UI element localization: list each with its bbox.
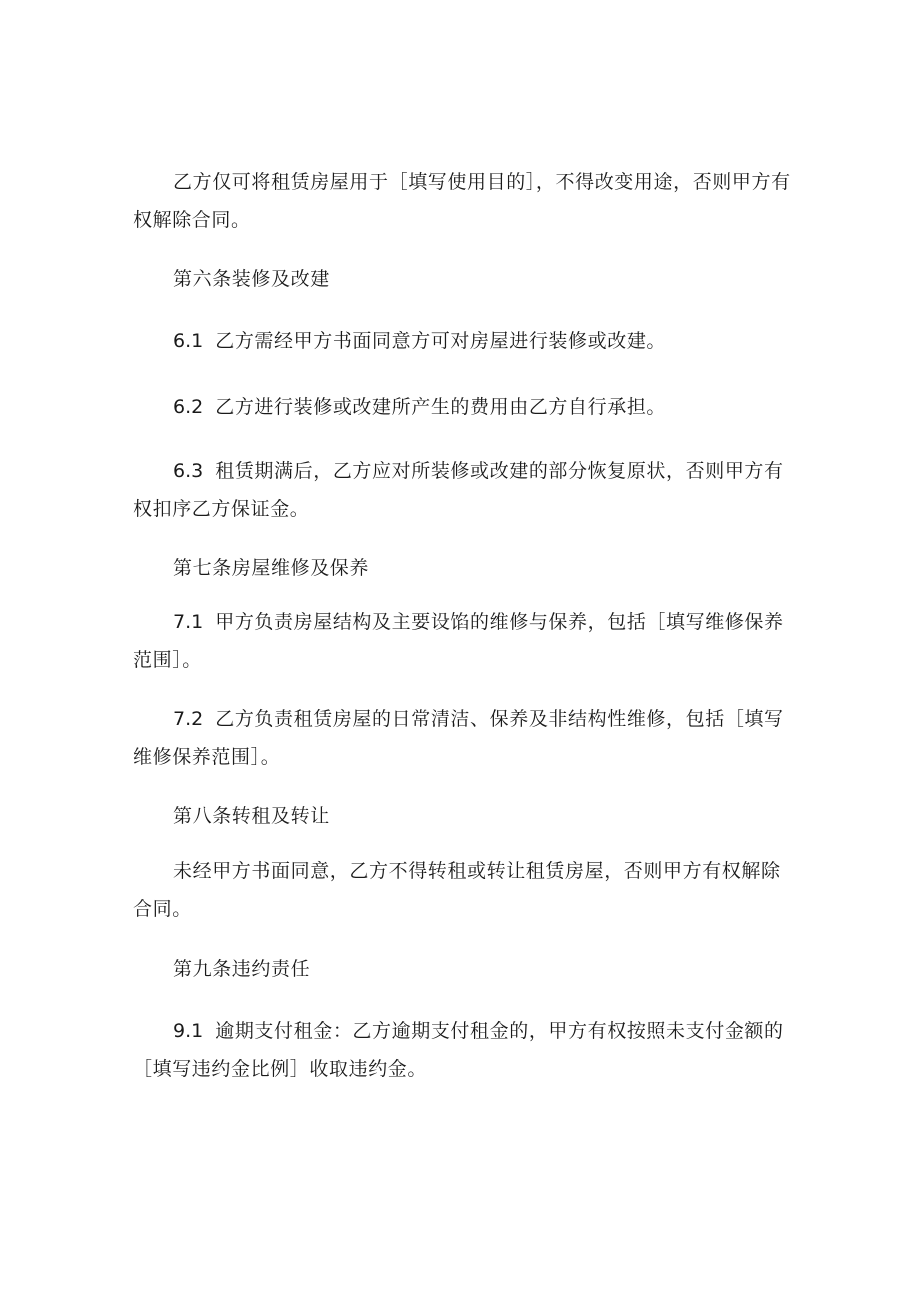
clause-number: 6.1 [173, 330, 204, 352]
clause-7-1 [133, 603, 793, 679]
clause-text: 乙方需经甲方书面同意方可对房屋进行装修或改建。 [215, 330, 667, 352]
heading-text: 第六条装修及改建 [173, 268, 330, 290]
article-8-heading [133, 797, 793, 835]
article-7-heading [133, 549, 793, 587]
clause-text: 租赁期满后，乙方应对所装修或改建的部分恢复原状，否则甲方有权扣序乙方保证金。 [133, 460, 784, 520]
clause-9-1 [133, 1012, 793, 1088]
clause-text: 逾期支付租金：乙方逾期支付租金的，甲方有权按照未支付金额的［填写违约金比例］收取违约金。 [133, 1020, 784, 1080]
clause-number: 7.1 [173, 611, 204, 633]
clause-7-2 [133, 700, 793, 776]
paragraph-text: 未经甲方书面同意，乙方不得转租或转让租赁房屋，否则甲方有权解除合同。 [133, 860, 781, 920]
clause-text: 甲方负责房屋结构及主要设馅的维修与保养，包括［填写维修保养范围］。 [133, 611, 784, 671]
paragraph-sublease-clause [133, 852, 793, 928]
clause-number: 7.2 [173, 708, 204, 730]
heading-text: 第八条转租及转让 [173, 805, 330, 827]
clause-text: 乙方负责租赁房屋的日常清洁、保养及非结构性维修，包括［填写维修保养范围］。 [133, 708, 784, 768]
clause-6-3 [133, 452, 793, 528]
clause-number: 6.3 [173, 460, 204, 482]
clause-number: 9.1 [173, 1020, 204, 1042]
article-9-heading [133, 950, 793, 988]
clause-number: 6.2 [173, 396, 204, 418]
article-6-heading [133, 260, 793, 298]
clause-text: 乙方进行装修或改建所产生的费用由乙方自行承担。 [215, 396, 667, 418]
heading-text: 第九条违约责任 [173, 958, 311, 980]
clause-6-2 [133, 388, 793, 426]
clause-6-1 [133, 322, 793, 360]
paragraph-text: 乙方仅可将租赁房屋用于［填写使用目的］，不得改变用途，否则甲方有权解除合同。 [133, 171, 791, 231]
heading-text: 第七条房屋维修及保养 [173, 557, 370, 579]
paragraph-purpose-clause [133, 163, 793, 239]
